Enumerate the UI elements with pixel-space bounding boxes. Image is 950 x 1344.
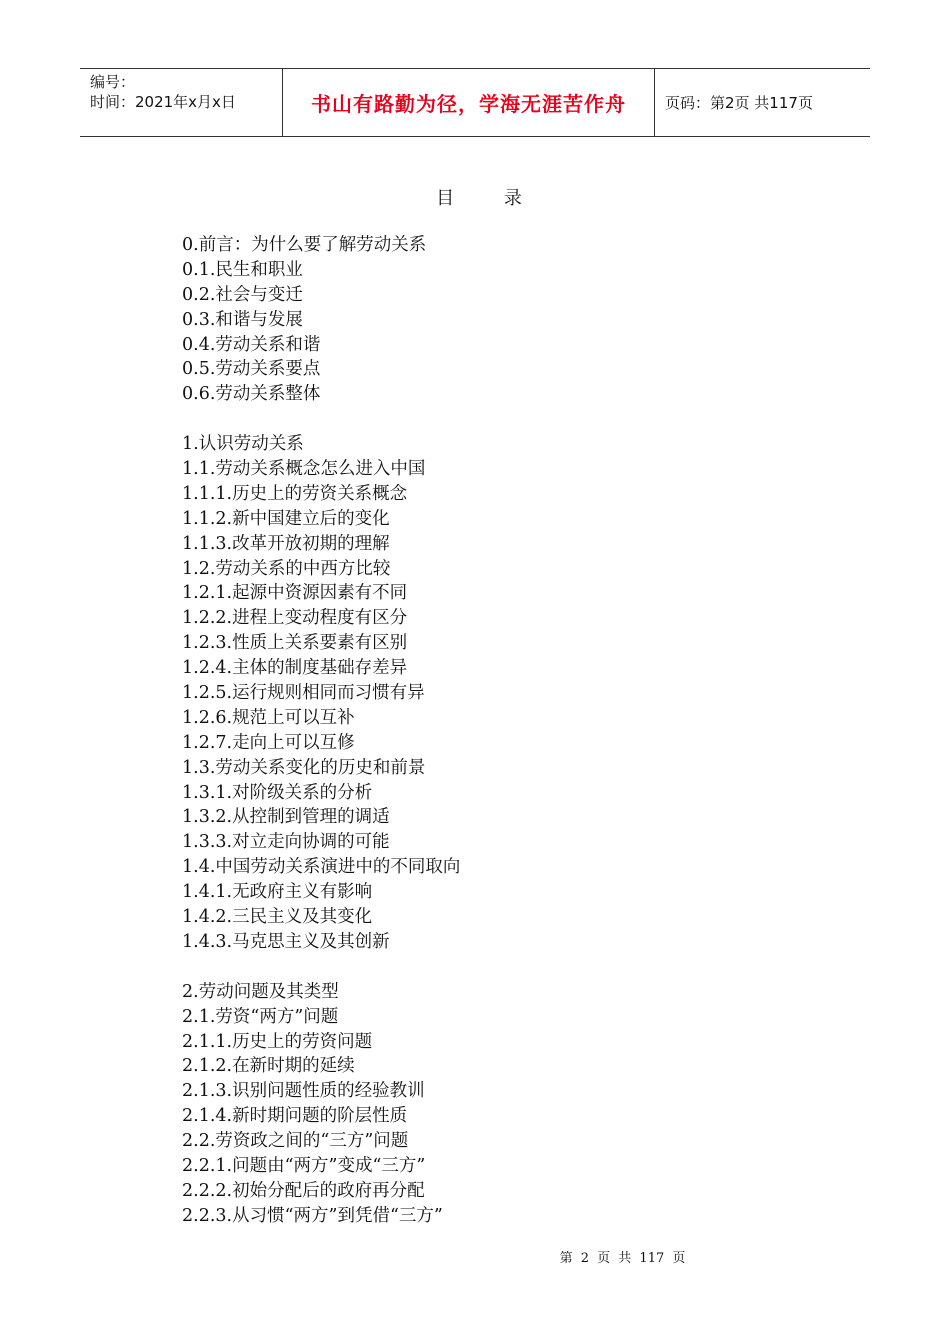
toc-entry: 1.3.劳动关系变化的历史和前景 <box>182 757 426 778</box>
toc-entry: 0.前言：为什么要了解劳动关系 <box>182 235 427 255</box>
toc-entry: 1.2.7.走向上可以互修 <box>182 732 355 753</box>
header-number-label: 编号： <box>90 73 136 91</box>
table-of-contents <box>182 233 460 1229</box>
toc-entry: 1.3.3.对立走向协调的可能 <box>182 832 390 853</box>
toc-section-gap <box>182 955 460 980</box>
toc-entry: 0.6.劳动关系整体 <box>182 384 321 405</box>
header-time-label: 时间：2021年x月x日 <box>90 93 236 111</box>
toc-entry: 1.4.1.无政府主义有影响 <box>182 882 373 903</box>
toc-entry: 2.1.4.新时期问题的阶层性质 <box>182 1106 408 1127</box>
toc-entry: 0.1.民生和职业 <box>182 259 303 280</box>
toc-entry: 1.4.3.马克思主义及其创新 <box>182 931 390 952</box>
toc-entry: 2.2.2.初始分配后的政府再分配 <box>182 1180 425 1201</box>
toc-entry: 1.1.2.新中国建立后的变化 <box>182 508 390 529</box>
toc-entry: 1.2.2.进程上变动程度有区分 <box>182 608 408 629</box>
toc-entry: 1.2.1.起源中资源因素有不同 <box>182 583 408 604</box>
page-footer: 第 2 页 共 117 页 <box>559 1251 686 1266</box>
toc-entry: 0.4.劳动关系和谐 <box>182 334 321 355</box>
toc-entry: 0.5.劳动关系要点 <box>182 359 321 380</box>
document-header <box>80 68 870 137</box>
header-motto-cell <box>282 69 655 136</box>
toc-entry: 1.2.3.性质上关系要素有区别 <box>182 633 408 654</box>
toc-entry: 2.2.1.问题由“两方”变成“三方” <box>182 1155 426 1176</box>
toc-entry: 1.1.劳动关系概念怎么进入中国 <box>182 459 426 480</box>
toc-title: 目 录 <box>436 188 544 209</box>
toc-entry: 0.3.和谐与发展 <box>182 309 303 330</box>
toc-entry: 2.1.1.历史上的劳资问题 <box>182 1031 373 1052</box>
toc-entry: 1.1.3.改革开放初期的理解 <box>182 533 390 554</box>
toc-entry: 1.1.1.历史上的劳资关系概念 <box>182 483 408 504</box>
toc-entry: 1.4.2.三民主义及其变化 <box>182 907 373 928</box>
toc-entry: 1.2.4.主体的制度基础存差异 <box>182 658 408 679</box>
toc-entry: 2.劳动问题及其类型 <box>182 981 339 1002</box>
toc-entry: 2.1.3.识别问题性质的经验教训 <box>182 1081 425 1102</box>
toc-entry: 1.2.劳动关系的中西方比较 <box>182 558 391 579</box>
toc-entry: 2.1.劳资“两方”问题 <box>182 1006 339 1027</box>
toc-entry: 0.2.社会与变迁 <box>182 284 303 305</box>
header-page-label: 页码：第2页 共117页 <box>665 94 813 112</box>
toc-section-gap <box>182 407 460 432</box>
toc-entry: 1.认识劳动关系 <box>182 434 304 455</box>
toc-entry: 1.3.2.从控制到管理的调适 <box>182 807 390 828</box>
toc-entry: 2.2.3.从习惯“两方”到凭借“三方” <box>182 1205 443 1226</box>
header-page-cell <box>655 69 870 136</box>
toc-entry: 1.4.中国劳动关系演进中的不同取向 <box>182 857 461 878</box>
toc-entry: 2.1.2.在新时期的延续 <box>182 1056 355 1077</box>
toc-entry: 1.3.1.对阶级关系的分析 <box>182 782 373 803</box>
toc-entry: 1.2.5.运行规则相同而习惯有异 <box>182 683 425 704</box>
header-motto: 书山有路勤为径，学海无涯苦作舟 <box>311 92 626 116</box>
toc-entry: 1.2.6.规范上可以互补 <box>182 707 355 728</box>
header-meta-cell <box>80 69 282 136</box>
toc-entry: 2.2.劳资政之间的“三方”问题 <box>182 1131 409 1152</box>
